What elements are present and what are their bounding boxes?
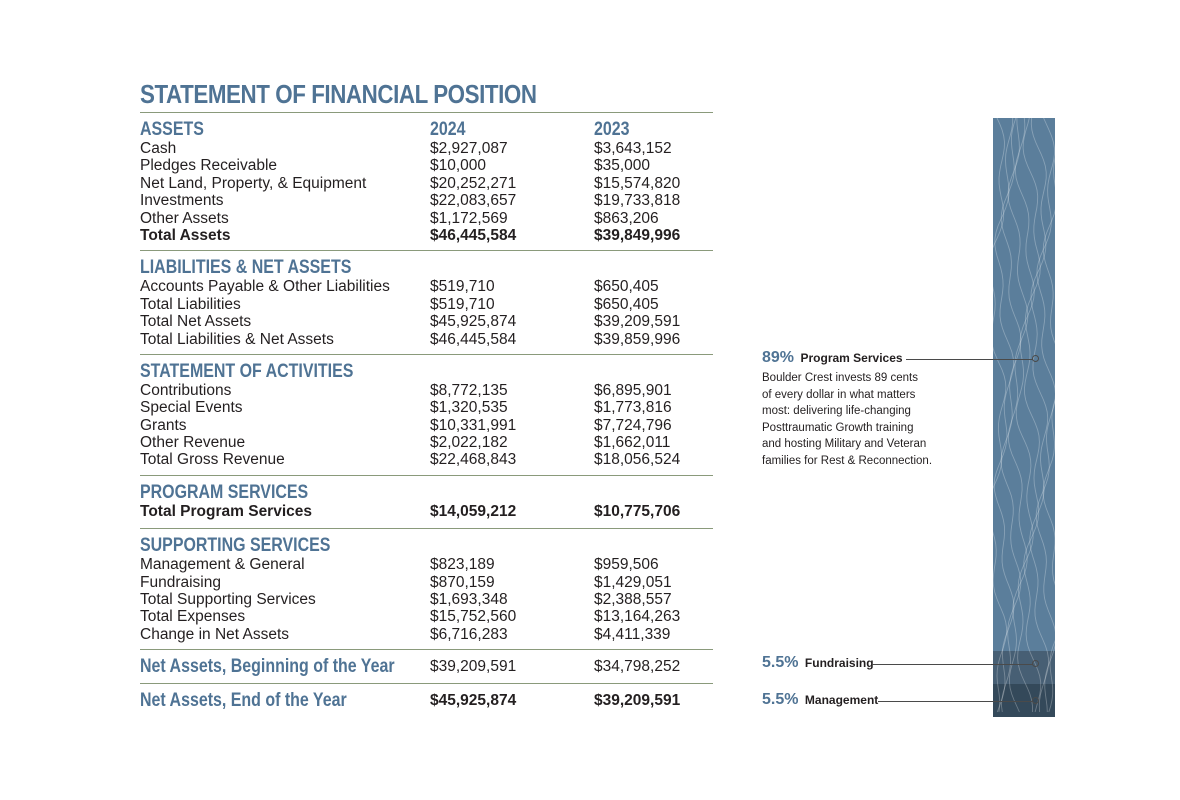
value-2024: $45,925,874 bbox=[430, 313, 517, 331]
row-label: Investments bbox=[140, 192, 224, 210]
value-2023: $3,643,152 bbox=[594, 140, 672, 157]
management-percent: 5.5% bbox=[762, 691, 799, 708]
total-assets-row bbox=[140, 227, 713, 244]
section-heading: STATEMENT OF ACTIVITIES bbox=[140, 360, 354, 382]
contour-line bbox=[994, 118, 1014, 712]
table-row bbox=[140, 451, 713, 468]
value-2023: $39,849,996 bbox=[594, 226, 681, 244]
fundraising-callout bbox=[762, 654, 874, 672]
table-row bbox=[140, 626, 713, 643]
section-heading: SUPPORTING SERVICES bbox=[140, 535, 331, 557]
value-2023: $19,733,818 bbox=[594, 192, 681, 210]
value-2024: $45,925,874 bbox=[430, 692, 517, 710]
program-callout bbox=[762, 349, 903, 367]
row-label: Total Supporting Services bbox=[140, 591, 316, 609]
row-label: Total Assets bbox=[140, 226, 231, 244]
row-label: Total Net Assets bbox=[140, 313, 252, 331]
management-marker-dot bbox=[1032, 697, 1039, 704]
contour-line bbox=[1030, 118, 1049, 712]
value-2023: $39,209,591 bbox=[594, 313, 681, 331]
table-row bbox=[140, 434, 713, 451]
row-label: Total Liabilities bbox=[140, 295, 241, 313]
value-2023: $1,773,816 bbox=[594, 399, 672, 417]
row-label: Total Liabilities & Net Assets bbox=[140, 330, 334, 348]
total-program-row bbox=[140, 503, 713, 520]
value-2024: $22,083,657 bbox=[430, 192, 517, 210]
value-2024: $39,209,591 bbox=[430, 658, 517, 676]
value-2024: $823,189 bbox=[430, 556, 495, 574]
table-row bbox=[140, 399, 713, 416]
value-2024: $1,320,535 bbox=[430, 399, 508, 417]
value-2023: $13,164,263 bbox=[594, 608, 681, 626]
row-label: Total Expenses bbox=[140, 608, 246, 626]
row-label: Accounts Payable & Other Liabilities bbox=[140, 278, 390, 296]
value-2023: $650,405 bbox=[594, 295, 659, 313]
value-2023: $10,775,706 bbox=[594, 502, 681, 520]
row-label: Other Revenue bbox=[140, 434, 246, 452]
value-2023: $35,000 bbox=[594, 157, 651, 175]
page-title: STATEMENT OF FINANCIAL POSITION bbox=[140, 79, 537, 109]
value-2023: $2,388,557 bbox=[594, 591, 672, 609]
assets-header bbox=[140, 119, 713, 140]
table-row bbox=[140, 313, 713, 330]
value-2024: $2,927,087 bbox=[430, 140, 508, 157]
value-2024: $14,059,212 bbox=[430, 502, 517, 520]
table-row bbox=[140, 608, 713, 625]
value-2024: $8,772,135 bbox=[430, 381, 508, 399]
fundraising-leader-line bbox=[872, 664, 1033, 665]
row-label: Contributions bbox=[140, 381, 232, 399]
table-row bbox=[140, 574, 713, 591]
value-2023: $34,798,252 bbox=[594, 658, 681, 676]
section-heading: ASSETS bbox=[140, 119, 204, 140]
program-leader-line bbox=[906, 359, 1033, 360]
value-2023: $650,405 bbox=[594, 278, 659, 296]
value-2024: $20,252,271 bbox=[430, 174, 517, 192]
value-2023: $4,411,339 bbox=[594, 625, 671, 643]
value-2023: $18,056,524 bbox=[594, 451, 681, 469]
row-label: Cash bbox=[140, 140, 177, 157]
table-row bbox=[140, 210, 713, 227]
value-2024: $1,172,569 bbox=[430, 209, 508, 227]
program-percent: 89% bbox=[762, 349, 795, 366]
row-label: Change in Net Assets bbox=[140, 625, 290, 643]
row-label: Management & General bbox=[140, 556, 305, 574]
value-2024: $1,693,348 bbox=[430, 591, 508, 609]
contour-line bbox=[1023, 118, 1041, 712]
fundraising-marker-dot bbox=[1032, 660, 1039, 667]
liabilities-header bbox=[140, 257, 713, 278]
value-2024: $870,159 bbox=[430, 573, 495, 591]
value-2023: $15,574,820 bbox=[594, 174, 681, 192]
value-2024: $6,716,283 bbox=[430, 625, 508, 643]
program-description: Boulder Crest invests 89 cents of every dollar in what matters most: delivering life-changing Posttraumatic Growth training and hosting Military and Veteran families for Rest & Reconnection. bbox=[762, 372, 933, 467]
net-assets-beginning-row bbox=[140, 650, 713, 683]
value-2023: $7,724,796 bbox=[594, 416, 672, 434]
management-label: Management bbox=[804, 693, 879, 707]
table-row bbox=[140, 296, 713, 313]
table-row bbox=[140, 591, 713, 608]
row-label: Grants bbox=[140, 416, 187, 434]
value-2023: $1,429,051 bbox=[594, 573, 672, 591]
value-2023: $959,506 bbox=[594, 556, 659, 574]
supporting-rows bbox=[140, 556, 713, 643]
row-label: Total Program Services bbox=[140, 502, 313, 520]
row-label: Other Assets bbox=[140, 209, 229, 227]
topographic-pattern bbox=[993, 118, 1055, 717]
expense-allocation-bar bbox=[993, 118, 1055, 717]
table-row bbox=[140, 382, 713, 399]
activities-rows bbox=[140, 382, 713, 469]
section-heading: LIABILITIES & NET ASSETS bbox=[140, 257, 352, 279]
liabilities-rows bbox=[140, 278, 713, 348]
value-2023: $6,895,901 bbox=[594, 381, 672, 399]
value-2023: $39,209,591 bbox=[594, 692, 681, 710]
table-row bbox=[140, 417, 713, 434]
program-section bbox=[140, 476, 713, 528]
row-label: Pledges Receivable bbox=[140, 157, 278, 175]
value-2024: $519,710 bbox=[430, 278, 495, 296]
activities-header bbox=[140, 361, 713, 382]
value-2023: $863,206 bbox=[594, 209, 659, 227]
value-2023: $1,662,011 bbox=[594, 434, 671, 452]
year-2023-heading: 2023 bbox=[594, 119, 630, 140]
value-2024: $10,331,991 bbox=[430, 416, 517, 434]
assets-rows bbox=[140, 140, 713, 227]
table-row bbox=[140, 192, 713, 209]
assets-section bbox=[140, 113, 713, 250]
liabilities-section bbox=[140, 251, 713, 354]
row-label: Net Assets, End of the Year bbox=[140, 690, 347, 712]
year-2024-heading: 2024 bbox=[430, 119, 466, 140]
row-label: Special Events bbox=[140, 399, 243, 417]
row-label: Net Land, Property, & Equipment bbox=[140, 174, 367, 192]
financial-statement bbox=[140, 112, 713, 717]
fundraising-percent: 5.5% bbox=[762, 654, 799, 671]
management-callout bbox=[762, 691, 878, 709]
management-leader-line bbox=[878, 701, 1033, 702]
activities-section bbox=[140, 355, 713, 475]
table-row bbox=[140, 140, 713, 157]
table-row bbox=[140, 157, 713, 174]
value-2023: $39,859,996 bbox=[594, 330, 681, 348]
row-label: Net Assets, Beginning of the Year bbox=[140, 656, 395, 678]
table-row bbox=[140, 331, 713, 348]
value-2024: $2,022,182 bbox=[430, 434, 508, 452]
fundraising-label: Fundraising bbox=[804, 656, 874, 670]
value-2024: $46,445,584 bbox=[430, 330, 517, 348]
program-marker-dot bbox=[1032, 355, 1039, 362]
net-assets-end-row bbox=[140, 684, 713, 717]
program-label: Program Services bbox=[800, 351, 903, 365]
table-row bbox=[140, 278, 713, 295]
value-2024: $10,000 bbox=[430, 157, 487, 175]
row-label: Fundraising bbox=[140, 573, 221, 591]
supporting-section bbox=[140, 529, 713, 649]
program-header bbox=[140, 482, 713, 503]
value-2024: $519,710 bbox=[430, 295, 495, 313]
section-heading: PROGRAM SERVICES bbox=[140, 481, 309, 503]
table-row bbox=[140, 556, 713, 573]
value-2024: $15,752,560 bbox=[430, 608, 517, 626]
table-row bbox=[140, 175, 713, 192]
supporting-header bbox=[140, 535, 713, 556]
row-label: Total Gross Revenue bbox=[140, 451, 285, 469]
value-2024: $22,468,843 bbox=[430, 451, 517, 469]
value-2024: $46,445,584 bbox=[430, 226, 517, 244]
